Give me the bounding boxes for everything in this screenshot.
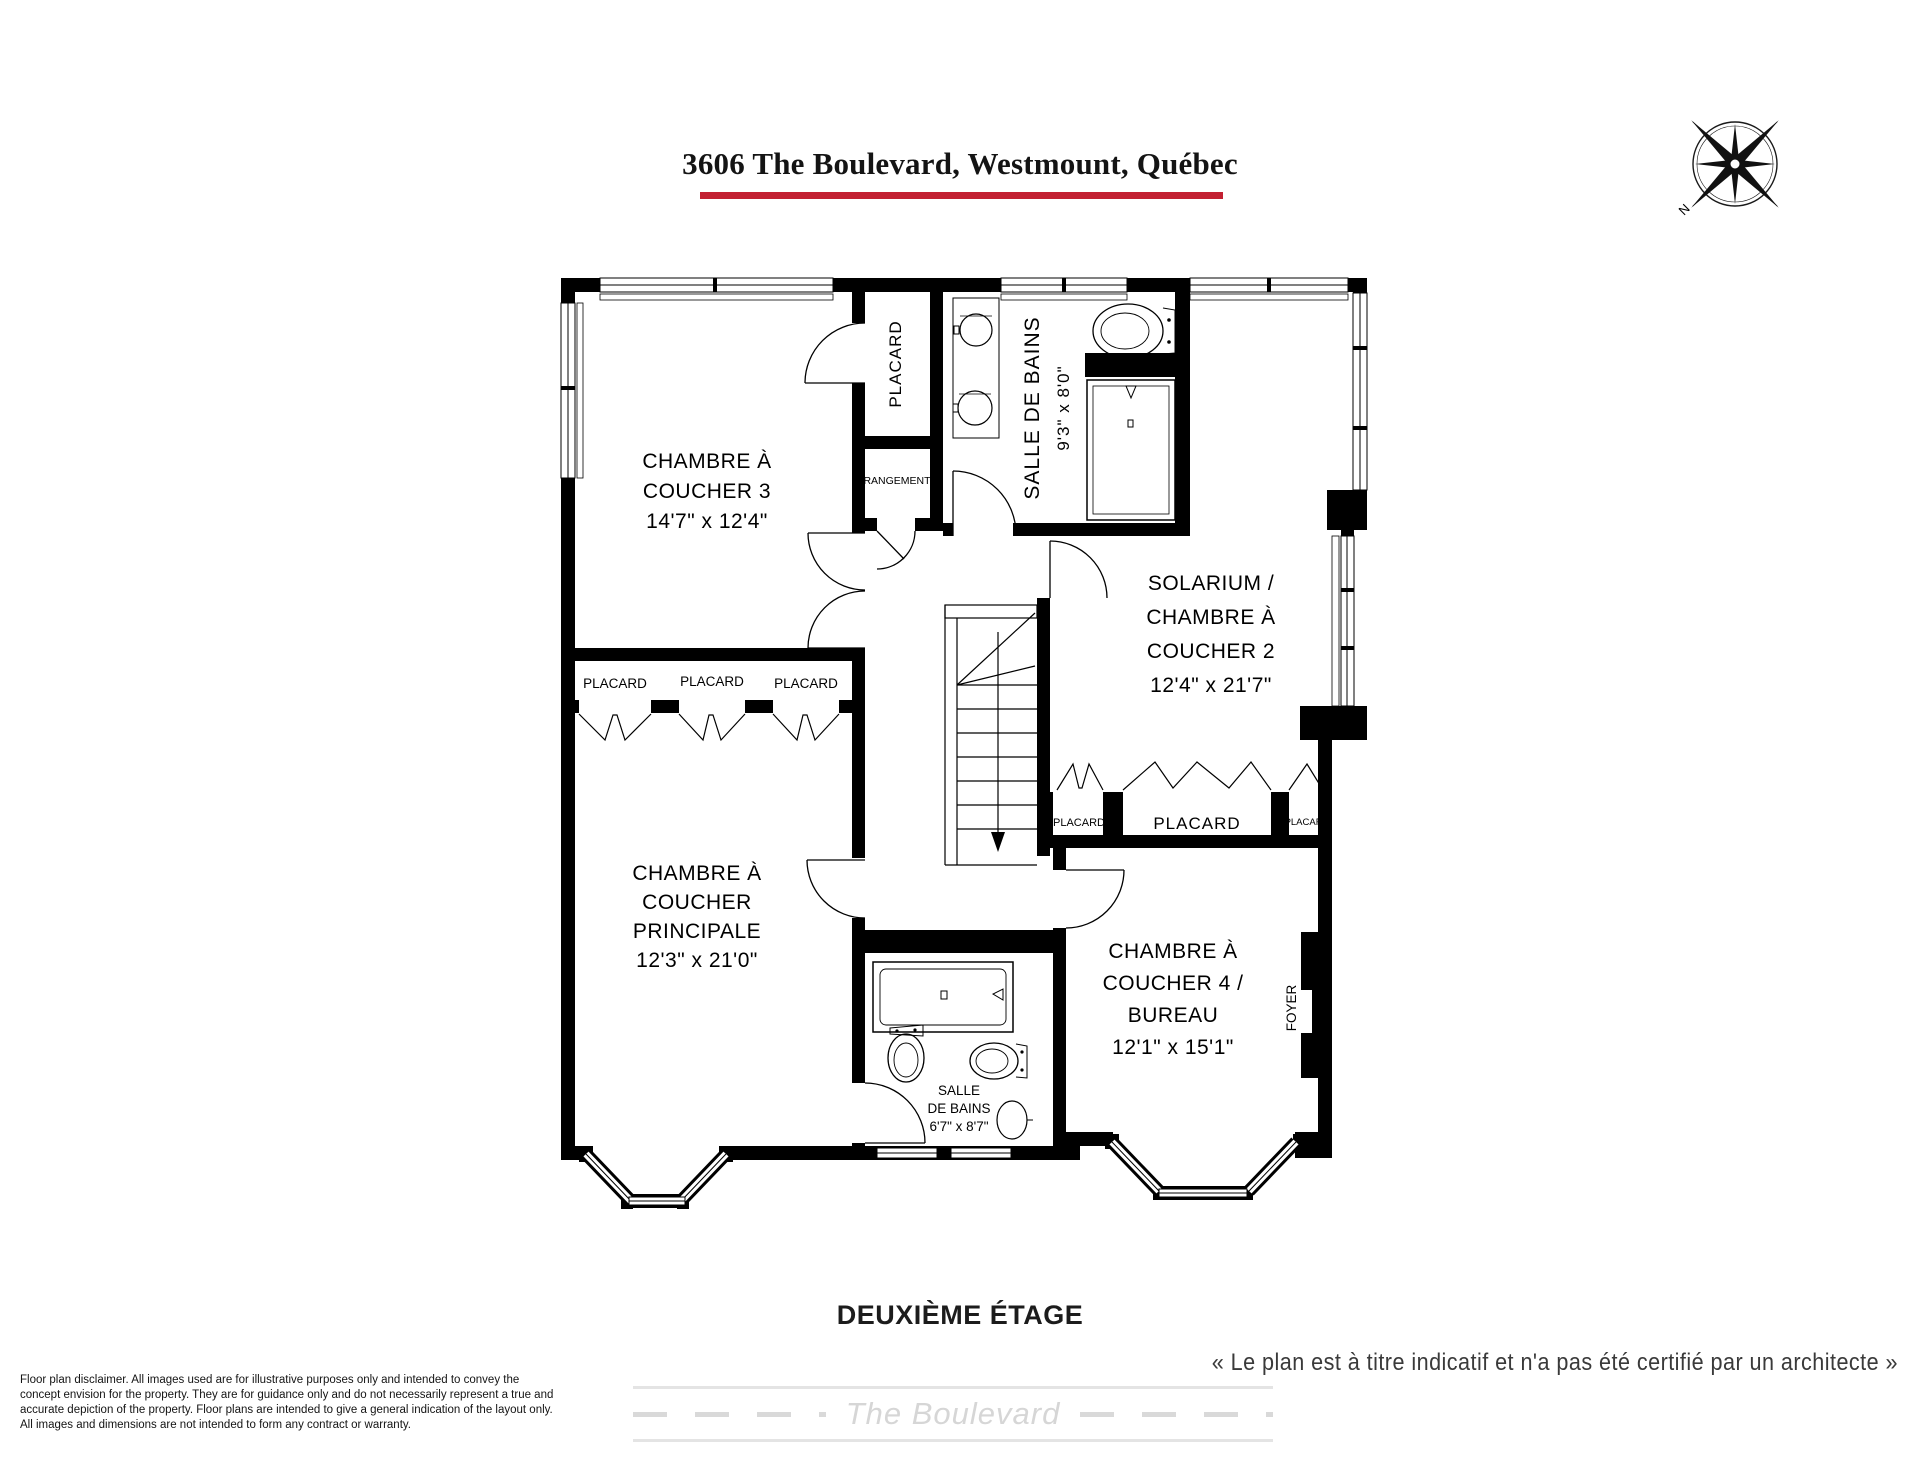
svg-text:BUREAU: BUREAU	[1127, 1004, 1219, 1027]
floor-label: DEUXIÈME ÉTAGE	[836, 1300, 1084, 1330]
label-sdb-bas-dims: 6'7" x 8'7"	[929, 1119, 989, 1134]
svg-text:COUCHER: COUCHER	[642, 891, 752, 914]
label-chambre3: CHAMBRE À	[642, 450, 772, 473]
svg-text:PRINCIPALE: PRINCIPALE	[632, 920, 762, 943]
toilet-icon	[1093, 304, 1163, 358]
svg-text:CHAMBRE À: CHAMBRE À	[1146, 606, 1276, 629]
label-chambre4: CHAMBRE À	[1108, 940, 1238, 963]
label-placard: PLACARD	[1153, 814, 1241, 833]
label-placard: PLACARD	[583, 676, 647, 691]
staircase	[945, 605, 1037, 865]
label-sdb-haut: SALLE DE BAINS	[1021, 316, 1044, 500]
floor-plan	[555, 268, 1405, 1255]
sink-icon	[960, 314, 992, 346]
label-placard: PLACARD	[774, 676, 838, 691]
toilet-icon	[970, 1043, 1018, 1079]
shower-icon	[1087, 380, 1175, 520]
walls	[561, 278, 1367, 1209]
page-title: 3606 The Boulevard, Westmount, Québec	[682, 146, 1238, 181]
toilet-icon	[888, 1034, 924, 1082]
label-placard: PLACARD	[1053, 817, 1105, 829]
certification-note: « Le plan est à titre indicatif et n'a pas été certifié par un architecte »	[1211, 1349, 1898, 1376]
label-principale-dims: 12'3" x 21'0"	[636, 949, 758, 972]
compass-rose-icon	[1668, 100, 1802, 234]
label-principale: CHAMBRE À	[632, 862, 762, 885]
label-chambre3-dims: 14'7" x 12'4"	[646, 510, 768, 533]
sink-icon	[958, 391, 992, 425]
label-sdb-haut-dims: 9'3" x 8'0"	[1054, 365, 1073, 451]
disclaimer	[20, 1373, 553, 1433]
label-placard-haut: PLACARD	[886, 320, 905, 408]
disclaimer-line: concept envision for the property. They are for guidance only and do not necessarily represent a true and	[20, 1389, 554, 1401]
label-sdb-bas: SALLE	[937, 1083, 981, 1098]
svg-text:COUCHER 2: COUCHER 2	[1146, 640, 1276, 663]
stairs-down-arrow	[991, 832, 1005, 852]
disclaimer-line: accurate depiction of the property. Floor plans are intended to give a general indication of the layout only.	[20, 1404, 553, 1416]
title-underline	[700, 192, 1223, 199]
label-solarium-dims: 12'4" x 21'7"	[1150, 674, 1272, 697]
street-graphic	[633, 1386, 1273, 1442]
bathtub-icon	[873, 962, 1013, 1032]
label-chambre4-dims: 12'1" x 15'1"	[1112, 1036, 1234, 1059]
disclaimer-line: Floor plan disclaimer. All images used are for illustrative purposes only and intended to convey the	[20, 1374, 520, 1386]
svg-text:COUCHER 4 /: COUCHER 4 /	[1102, 972, 1244, 995]
fireplace-niche	[1301, 990, 1312, 1033]
sink-icon	[997, 1101, 1027, 1139]
street-name: The Boulevard	[845, 1396, 1061, 1431]
label-rangement: RANGEMENT	[863, 475, 931, 487]
road-dashes-left	[633, 1412, 826, 1417]
compass-north-label: N	[1675, 200, 1693, 219]
room-labels	[583, 316, 1329, 1134]
svg-text:COUCHER 3: COUCHER 3	[642, 480, 772, 503]
label-placard: PLACARD	[1284, 817, 1330, 828]
label-solarium: SOLARIUM /	[1147, 572, 1275, 595]
road-dashes-right	[1080, 1412, 1273, 1417]
label-placard: PLACARD	[680, 674, 744, 689]
bifold-doors	[579, 714, 1323, 790]
label-foyer: FOYER	[1284, 984, 1299, 1032]
disclaimer-line: All images and dimensions are not intended to form any contract or warranty.	[20, 1419, 411, 1431]
svg-text:DE BAINS: DE BAINS	[927, 1101, 991, 1116]
